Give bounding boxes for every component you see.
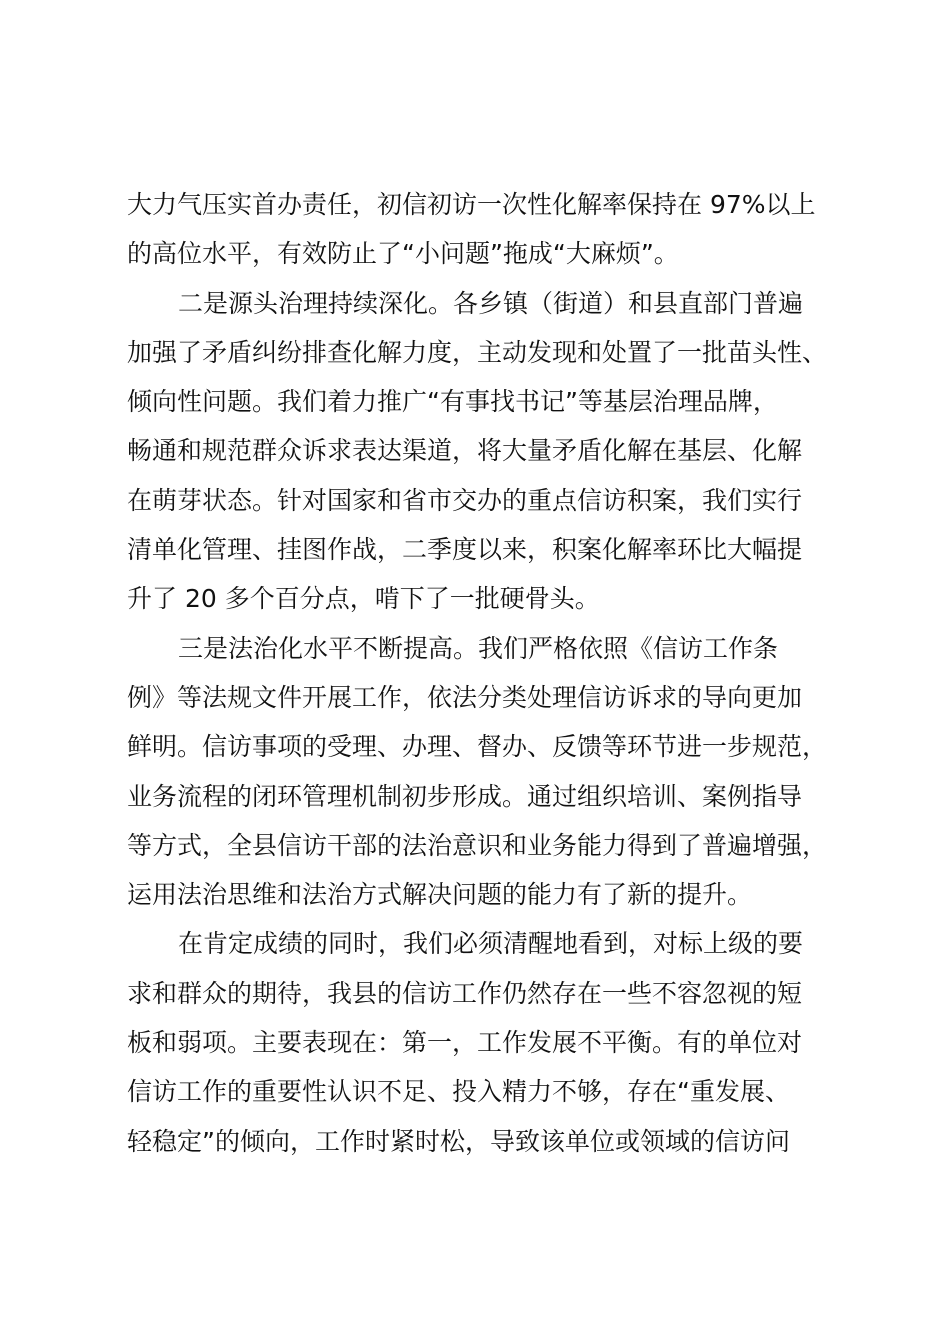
- text-line: 升了 20 多个百分点，啃下了一批硬骨头。: [127, 584, 600, 614]
- text-line: 业务流程的闭环管理机制初步形成。通过组织培训、案例指导: [127, 781, 803, 811]
- text-line: 等方式，全县信访干部的法治意识和业务能力得到了普遍增强，: [127, 830, 828, 860]
- text-line: 大力气压实首办责任，初信初访一次性化解率保持在 97%以上: [127, 190, 816, 219]
- text-line: 畅通和规范群众诉求表达渠道，将大量矛盾化解在基层、化解: [127, 436, 803, 466]
- text-line: 例》等法规文件开展工作，依法分类处理信访诉求的导向更加: [127, 682, 803, 712]
- text-line: 倾向性问题。我们着力推广“有事找书记”等基层治理品牌，: [127, 387, 778, 417]
- text-line: 清单化管理、挂图作战，二季度以来，积案化解率环比大幅提: [127, 535, 803, 565]
- text-line: 的高位水平，有效防止了“小问题”拖成“大麻烦”。: [127, 239, 679, 269]
- paragraph-first-line: 二是源头治理持续深化。各乡镇（街道）和县直部门普遍: [178, 288, 804, 318]
- text-line: 板和弱项。主要表现在：第一，工作发展不平衡。有的单位对: [127, 1028, 803, 1058]
- text-line: 加强了矛盾纠纷排查化解力度，主动发现和处置了一批苗头性、: [127, 337, 828, 367]
- text-line: 轻稳定”的倾向，工作时紧时松，导致该单位或领域的信访问: [127, 1126, 790, 1156]
- text-line: 在萌芽状态。针对国家和省市交办的重点信访积案，我们实行: [127, 485, 803, 515]
- text-line: 求和群众的期待，我县的信访工作仍然存在一些不容忽视的短: [127, 978, 803, 1008]
- document-body: [127, 180, 857, 1166]
- text-line: 鲜明。信访事项的受理、办理、督办、反馈等环节进一步规范，: [127, 732, 828, 762]
- paragraph-first-line: 在肯定成绩的同时，我们必须清醒地看到，对标上级的要: [178, 929, 804, 959]
- text-line: 运用法治思维和法治方式解决问题的能力有了新的提升。: [127, 880, 753, 910]
- text-line: 信访工作的重要性认识不足、投入精力不够，存在“重发展、: [127, 1077, 790, 1107]
- paragraph-first-line: 三是法治化水平不断提高。我们严格依照《信访工作条: [178, 633, 779, 663]
